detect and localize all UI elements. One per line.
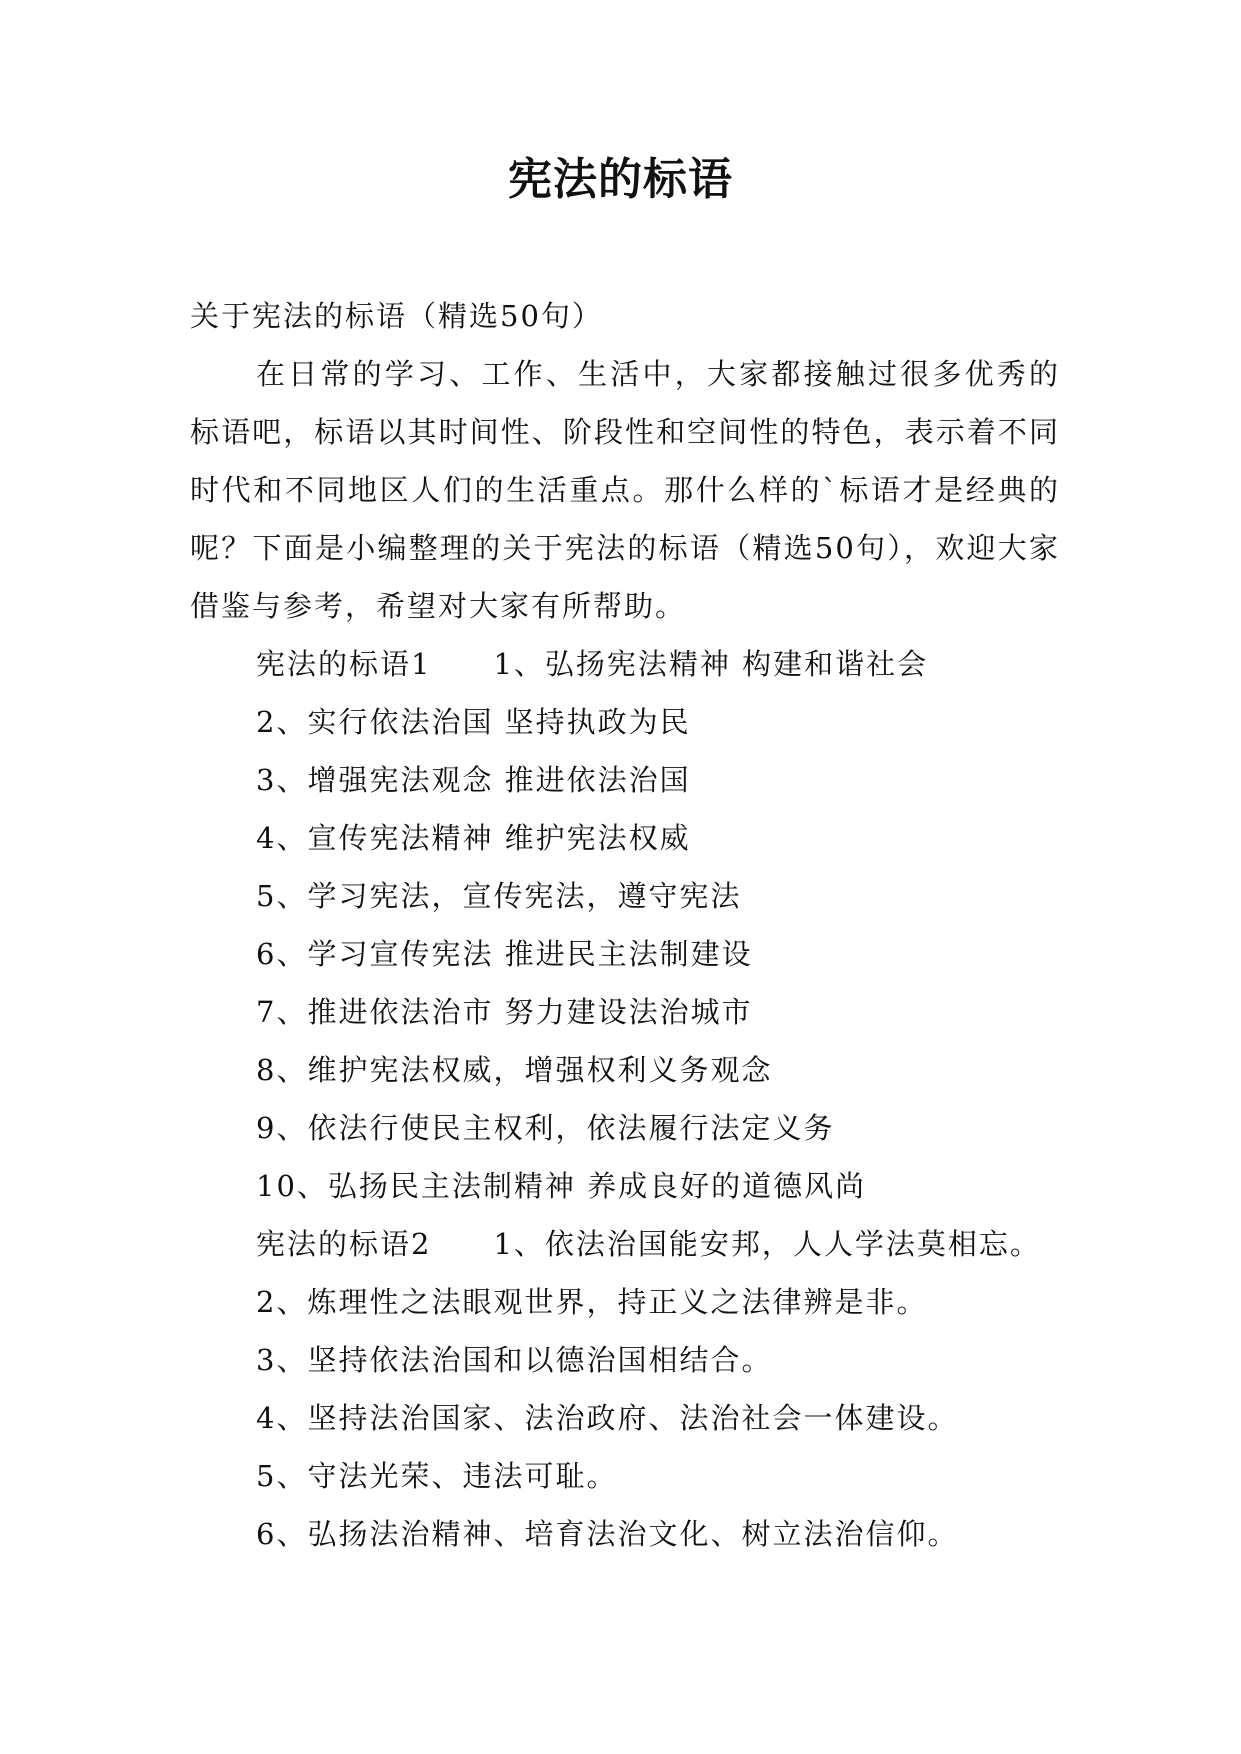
document-title: 宪法的标语 xyxy=(508,154,733,205)
list-item: 6、学习宣传宪法 推进民主法制建设 xyxy=(256,937,753,971)
section-heading: 宪法的标语1 xyxy=(256,647,432,681)
list-item: 5、守法光荣、违法可耻。 xyxy=(256,1459,618,1493)
section-1-first-line xyxy=(190,635,1060,693)
list-item: 3、坚持依法治国和以德治国相结合。 xyxy=(256,1343,773,1377)
list-item: 9、依法行使民主权利，依法履行法定义务 xyxy=(256,1111,835,1145)
intro-paragraph: 在日常的学习、工作、生活中，大家都接触过很多优秀的标语吧，标语以其时间性、阶段性和空间性的特色，表示着不同时代和不同地区人们的生活重点。那什么样的`标语才是经典的呢？下面是小编整理的关于宪法的标语（精选50句），欢迎大家借鉴与参考，希望对大家有所帮助。 xyxy=(190,357,1060,623)
section-heading: 宪法的标语2 xyxy=(256,1227,432,1261)
list-item: 1、依法治国能安邦，人人学法莫相忘。 xyxy=(493,1227,1041,1261)
list-item: 2、实行依法治国 坚持执政为民 xyxy=(256,705,691,739)
list-item: 4、坚持法治国家、法治政府、法治社会一体建设。 xyxy=(256,1401,959,1435)
document-body xyxy=(190,287,1060,1563)
list-item: 7、推进依法治市 努力建设法治城市 xyxy=(256,995,753,1029)
section-2-first-line xyxy=(190,1215,1060,1273)
list-item: 4、宣传宪法精神 维护宪法权威 xyxy=(256,821,691,855)
list-item: 1、弘扬宪法精神 构建和谐社会 xyxy=(493,647,929,681)
list-item: 5、学习宪法，宣传宪法，遵守宪法 xyxy=(256,879,742,913)
list-item: 6、弘扬法治精神、培育法治文化、树立法治信仰。 xyxy=(256,1517,959,1551)
document-subtitle: 关于宪法的标语（精选50句） xyxy=(190,299,603,333)
list-item: 2、炼理性之法眼观世界，持正义之法律辨是非。 xyxy=(256,1285,928,1319)
list-item: 8、维护宪法权威，增强权利义务观念 xyxy=(256,1053,773,1087)
list-item: 3、增强宪法观念 推进依法治国 xyxy=(256,763,691,797)
list-item: 10、弘扬民主法制精神 养成良好的道德风尚 xyxy=(256,1169,867,1203)
